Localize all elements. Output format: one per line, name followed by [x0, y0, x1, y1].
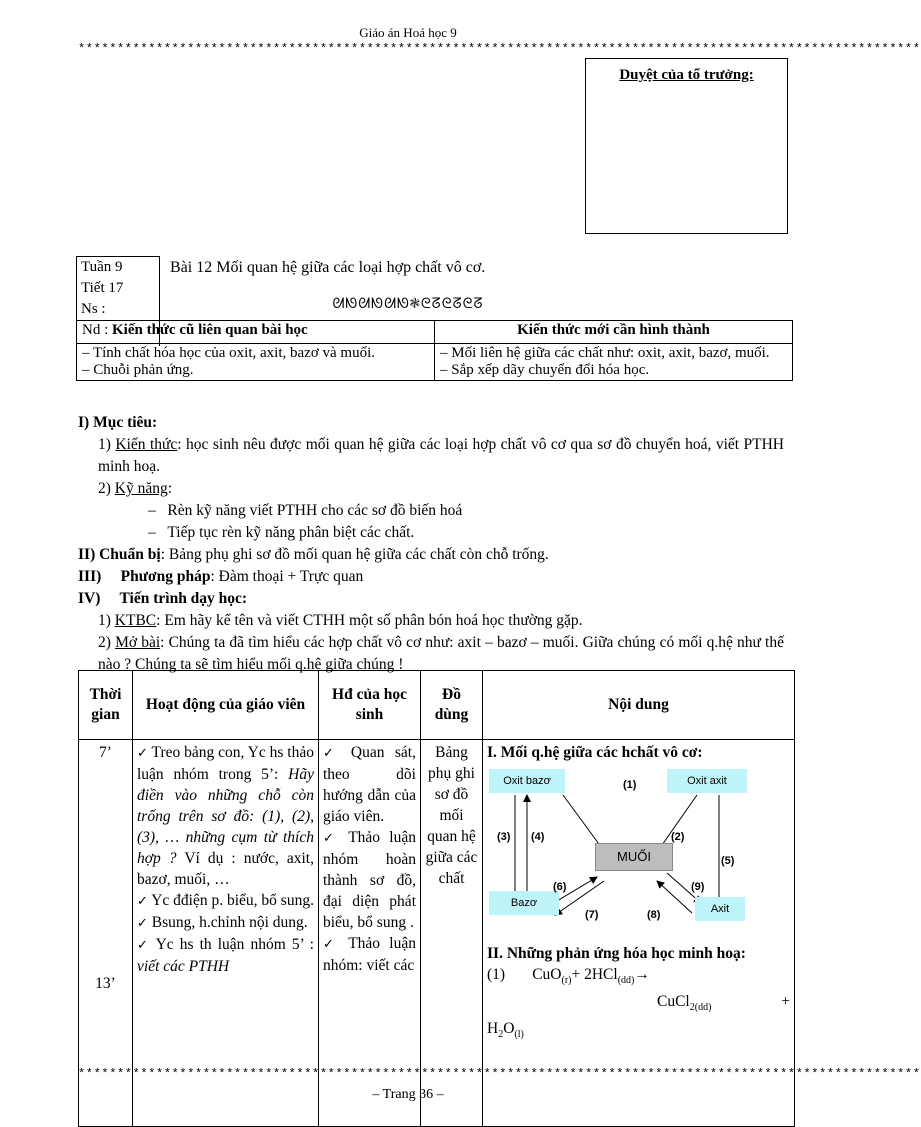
student-text: Thảo luận nhóm hoàn thành sơ đồ, đại diện phát biểu, bổ sung . [323, 829, 416, 931]
ornament-divider: ᘛᘚᘛᘚᘛᘚ❃ᘓᘔᘓᘔᘓᘔ [332, 297, 484, 312]
knowledge-old-line: – Tính chất hóa học của oxit, axit, bazơ và muối. [82, 345, 375, 361]
eq-reactant: + 2HCl [571, 966, 618, 983]
relationship-diagram [487, 765, 790, 937]
diagram-label-5: (5) [721, 855, 735, 867]
diagram-label-8: (8) [647, 909, 661, 921]
equation-1 [487, 964, 790, 991]
eq-plus: + [781, 993, 790, 1011]
knowledge-new-line: – Mối liên hệ giữa các chất như: oxit, axit, bazơ, muối. [440, 345, 770, 361]
header-title: Giáo án Hoá học 9 [359, 25, 457, 40]
equation-1-water [487, 1018, 790, 1045]
knowledge-table [76, 320, 793, 381]
eq-product: CuCl [657, 993, 690, 1011]
knowledge-text: : học sinh nêu được mối quan hệ giữa các loại hợp chất vô cơ qua sơ đồ chuyển hoá, viết PTHH minh hoạ. [98, 436, 784, 475]
content-heading-2: II. Những phản ứng hóa học minh hoạ: [487, 945, 746, 962]
col-time-header: Thời gian [79, 671, 133, 740]
check-icon: ✓ [137, 938, 151, 953]
diagram-label-3: (3) [497, 831, 511, 843]
intro-text: : Chúng ta đã tìm hiểu các hợp chất vô cơ như: axit – bazơ – muối. Giữa chúng có mối q.hệ như thế nào ? Chúng ta sẽ tìm hiểu mối q.hệ giữa chúng ! [98, 634, 784, 673]
prep-text: : Bảng phụ ghi sơ đồ mối quan hệ giữa các chất còn chỗ trống. [160, 546, 549, 563]
objectives-section: I) Mục tiêu: 1) Kiến thức: học sinh nêu được mối quan hệ giữa các loại hợp chất vô cơ qua sơ đồ chuyển hoá, viết PTHH minh hoạ. 2) Kỹ năng: – Rèn kỹ năng viết PTHH cho các sơ đồ biến hoá – Tiếp tục rèn kỹ năng phân biệt các chất. II) Chuẩn bị: Bảng phụ ghi sơ đồ mối quan hệ giữa các chất còn chỗ trống. III) Phương pháp: Đàm thoại + Trực quan IV) Tiến trình dạy học: 1) KTBC: Em hãy kể tên và viết CTHH một số phân bón hoá học thường gặp. 2) Mở bài: Chúng ta đã tìm hiểu các hợp chất vô cơ như: axit – bazơ – muối. Giữa chúng có mối q.hệ như thế nào ? Chúng ta sẽ tìm hiểu mối q.hệ giữa chúng ! [78, 414, 784, 673]
knowledge-old-header-text: Kiến thức cũ liên quan bài học [112, 322, 308, 338]
period-label: Tiết 17 [81, 280, 124, 296]
check-icon: ✓ [137, 746, 148, 761]
intro-label: Mở bài [115, 634, 161, 651]
skills-label: Kỹ năng [114, 480, 168, 497]
node-bazo: Bazơ [489, 891, 559, 915]
skill-item: – Tiếp tục rèn kỹ năng phân biệt các chất. [148, 524, 415, 541]
check-icon: ✓ [323, 831, 340, 846]
knowledge-old-cell [77, 344, 435, 381]
col-content-header: Nội dung [483, 671, 795, 740]
teacher-text-italic: Hãy điền vào những chỗ còn trống trên sơ đồ: (1), (2), (3), … những cụm từ thích hợp ? [137, 766, 314, 867]
check-icon: ✓ [137, 894, 148, 909]
objectives-title: I) Mục tiêu: [78, 414, 158, 431]
eq-subscript: 2 [498, 1029, 504, 1041]
nd-label: Nd : [82, 322, 109, 338]
node-muoi: MUỐI [595, 843, 673, 871]
student-text: Quan sát, theo dõi hướng dẫn của giáo viên. [323, 744, 416, 825]
lesson-plan-table [78, 670, 921, 1127]
tools-cell: Bảng phụ ghi sơ đồ mối quan hệ giữa các chất [421, 740, 483, 1127]
teacher-text: Treo bảng con, Yc hs thảo luận nhóm trong 5’: [137, 744, 314, 783]
eq-product: O [503, 1020, 515, 1038]
knowledge-new-header: Kiến thức mới cần hình thành [435, 321, 793, 344]
diagram-label-4: (4) [531, 831, 545, 843]
check-icon: ✓ [323, 937, 340, 952]
diagram-label-9: (9) [691, 881, 705, 893]
method-text: : Đàm thoại + Trực quan [210, 568, 364, 585]
eq-arrow: → [634, 966, 650, 983]
teacher-text: Ví dụ : nước, axit, bazơ, muối, … [137, 850, 314, 888]
node-axit: Axit [695, 897, 745, 921]
week-label: Tuần 9 [81, 259, 123, 275]
eq-product: H [487, 1020, 499, 1038]
header-separator: ************************************************************************************************************ [78, 42, 921, 56]
ktbc-label: KTBC [114, 612, 157, 629]
knowledge-label: Kiến thức [115, 436, 178, 453]
col-student-header: Hđ của học sinh [319, 671, 421, 740]
time-value: 7’ [99, 744, 112, 761]
eq-state: (r) [561, 975, 572, 987]
eq-reactant: CuO [532, 966, 562, 983]
teacher-text: Yc đđiện p. biểu, bổ sung. [151, 892, 314, 909]
col-tools-header: Đồ dùng [421, 671, 483, 740]
knowledge-old-header [77, 321, 435, 344]
node-oxit-axit: Oxit axit [667, 769, 747, 793]
lesson-title: Bài 12 Mối quan hệ giữa các loại hợp chất vô cơ. [170, 259, 486, 276]
equation-1-cont [487, 991, 790, 1018]
eq-state: (dd) [617, 975, 635, 987]
skill-item-text: Tiếp tục rèn kỹ năng phân biệt các chất. [167, 524, 415, 541]
approval-box [585, 58, 788, 234]
process-title: IV) Tiến trình dạy học: [78, 590, 248, 607]
eq-state: 2(dd) [689, 1002, 712, 1014]
prep-title: II) Chuẩn bị [78, 546, 161, 563]
arrow-8 [657, 881, 692, 913]
teacher-text: Yc hs th luận nhóm 5’ : [155, 936, 314, 953]
knowledge-old-line: – Chuỗi phản ứng. [82, 362, 194, 378]
student-text: Thảo luận nhóm: viết các [323, 935, 416, 974]
skill-item: – Rèn kỹ năng viết PTHH cho các sơ đồ biến hoá [148, 502, 463, 519]
check-icon: ✓ [323, 746, 341, 761]
method-title: III) Phương pháp [78, 568, 211, 585]
col-teacher-header: Hoạt động của giáo viên [133, 671, 319, 740]
skill-item-text: Rèn kỹ năng viết PTHH cho các sơ đồ biến hoá [167, 502, 463, 519]
knowledge-new-line: – Sắp xếp dãy chuyển đổi hóa học. [440, 362, 650, 378]
check-icon: ✓ [137, 916, 148, 931]
diagram-label-1: (1) [623, 779, 637, 791]
teacher-text-italic: viết các PTHH [137, 958, 230, 975]
teacher-text: Bsung, h.chỉnh nội dung. [151, 914, 308, 931]
content-heading-1: I. Mối q.hệ giữa các hchất vô cơ: [487, 744, 703, 761]
ktbc-text: : Em hãy kể tên và viết CTHH một số phân bón hoá học thường gặp. [156, 612, 583, 629]
eq-state: (l) [514, 1029, 524, 1041]
equation-number: (1) [487, 966, 506, 983]
time-value: 13’ [95, 975, 116, 992]
approval-title: Duyệt của tổ trưởng: [619, 67, 754, 83]
diagram-label-7: (7) [585, 909, 599, 921]
node-oxit-bazo: Oxit bazơ [489, 769, 565, 793]
knowledge-new-cell [435, 344, 793, 381]
ns-label: Ns : [81, 301, 106, 317]
footer-separator: ************************************************************************************************************ [78, 1067, 921, 1081]
diagram-label-6: (6) [553, 881, 567, 893]
diagram-label-2: (2) [671, 831, 685, 843]
page-number: – Trang 36 – [372, 1087, 444, 1102]
